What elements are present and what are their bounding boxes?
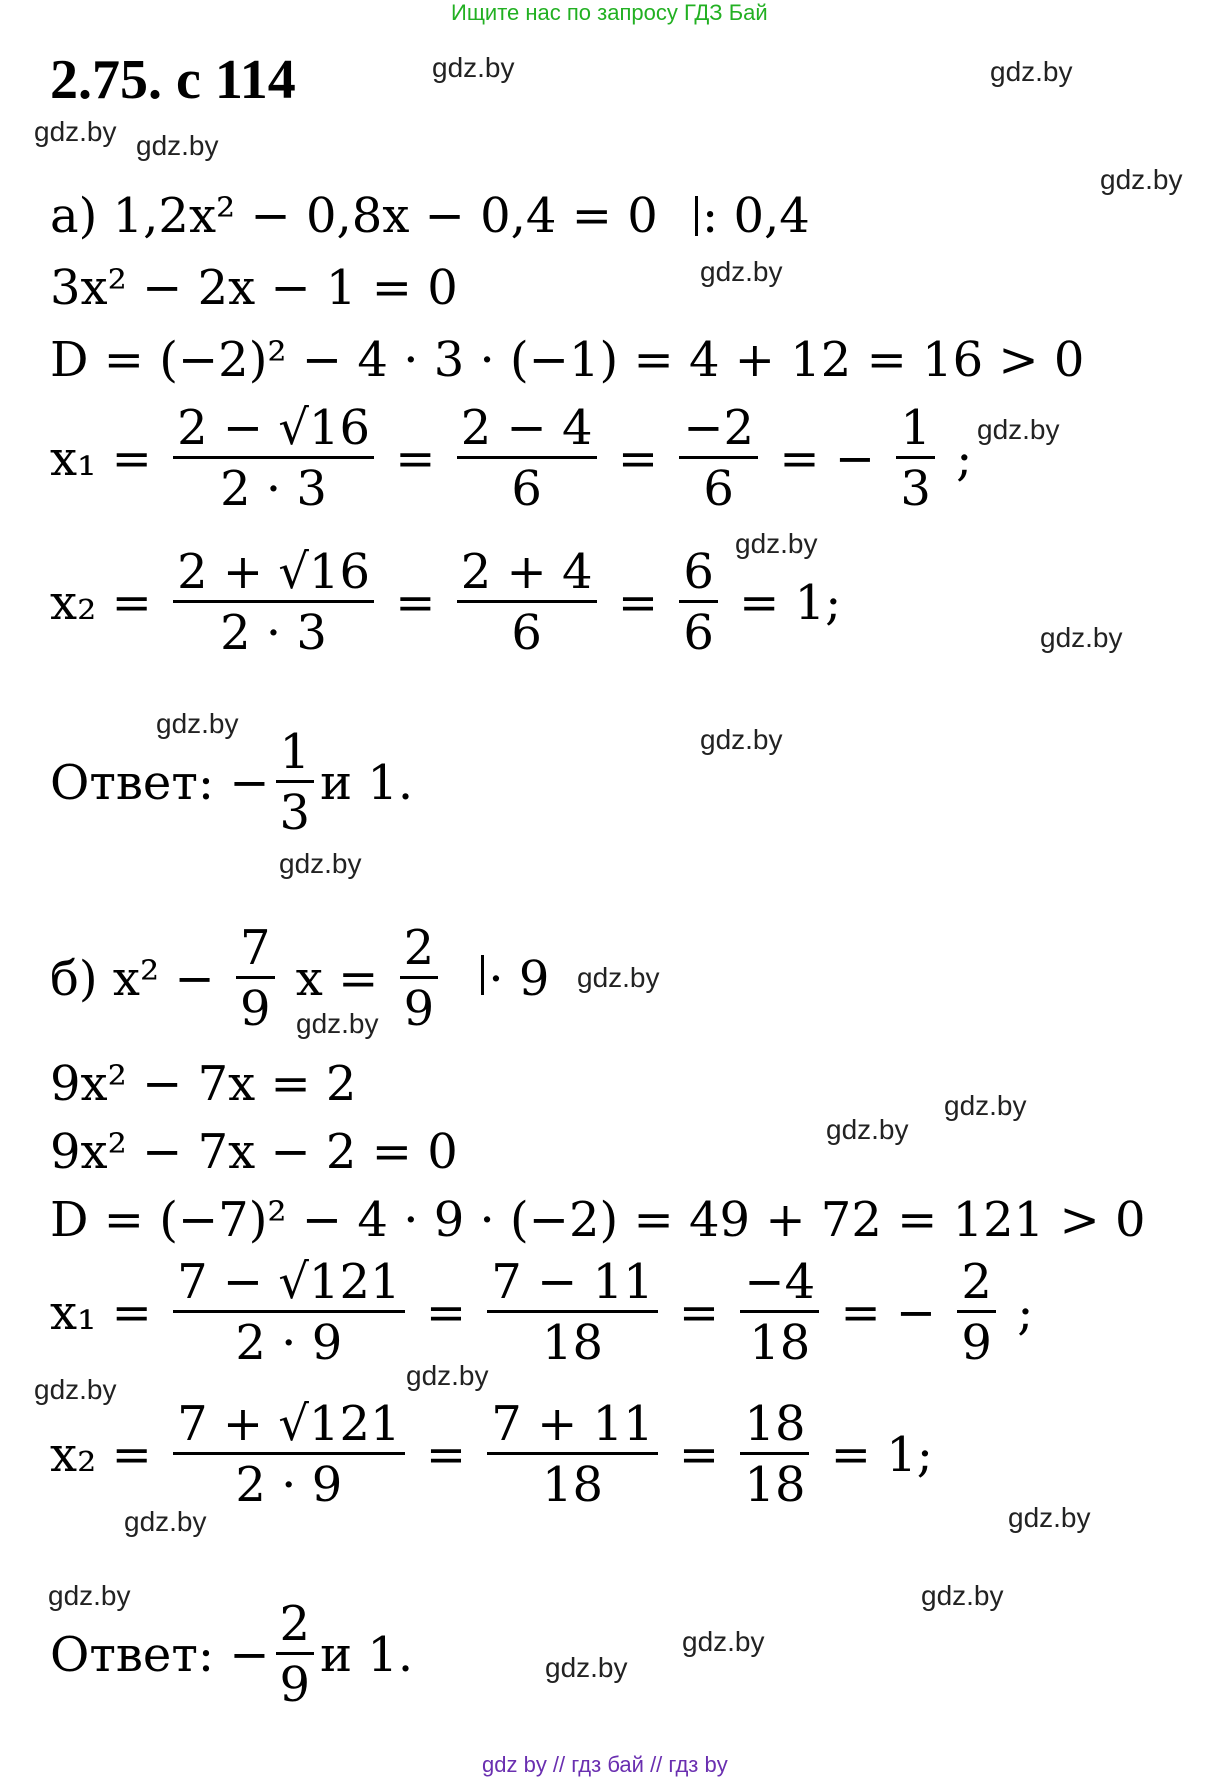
- fraction: $\frac{2 + √16}{2 \cdot 3}$: [173, 548, 374, 657]
- watermark: gdz.by: [977, 414, 1060, 445]
- fraction: $\frac{7 - 11}{18}$: [487, 1258, 657, 1367]
- watermark: gdz.by: [296, 1008, 379, 1039]
- watermark: gdz.by: [735, 528, 818, 559]
- watermark: gdz.by: [124, 1506, 207, 1537]
- fraction: $\frac{2}{9}$: [400, 924, 439, 1033]
- part-b-answer: Ответ: − $\frac{2}{9}$ и 1.: [50, 1596, 414, 1713]
- fraction: $\frac{1}{3}$: [276, 728, 315, 837]
- watermark: gdz.by: [1100, 164, 1183, 195]
- watermark: gdz.by: [826, 1114, 909, 1145]
- part-b-line-1: б) x² − $\frac{7}{9}$ x = $\frac{2}{9}$ · 9: [50, 920, 550, 1037]
- watermark: gdz.by: [136, 130, 219, 161]
- watermark: gdz.by: [279, 848, 362, 879]
- watermark: gdz.by: [682, 1626, 765, 1657]
- part-b-x2: x₂ = $\frac{7 + √121}{2 \cdot 9}$ = $\frac{7 + 11}{18}$ = $\frac{18}{18}$ = 1;: [50, 1396, 933, 1513]
- part-a-line-1: [50, 188, 810, 244]
- watermark: gdz.by: [990, 56, 1073, 87]
- part-a-answer: Ответ: − $\frac{1}{3}$ и 1.: [50, 724, 414, 841]
- part-a-discriminant: D = (−2)² − 4 · 3 · (−1) = 4 + 12 = 16 > 0: [50, 332, 1085, 388]
- fraction: $\frac{7 - √121}{2 \cdot 9}$: [173, 1258, 404, 1367]
- watermark: gdz.by: [34, 116, 117, 147]
- watermark: gdz.by: [577, 962, 660, 993]
- watermark: gdz.by: [432, 52, 515, 83]
- watermark: gdz.by: [48, 1580, 131, 1611]
- fraction: $\frac{1}{3}$: [896, 404, 935, 513]
- watermark: gdz.by: [406, 1360, 489, 1391]
- divider-bar: [481, 955, 484, 995]
- x2-lhs: x₂ =: [50, 574, 152, 631]
- divider-bar: [695, 196, 698, 236]
- fraction: $\frac{7 + √121}{2 \cdot 9}$: [173, 1400, 404, 1509]
- part-b-discriminant: D = (−7)² − 4 · 9 · (−2) = 49 + 72 = 121 > 0: [50, 1192, 1146, 1248]
- watermark: gdz.by: [700, 256, 783, 287]
- fraction: $\frac{-4}{18}$: [740, 1258, 819, 1367]
- fraction: $\frac{6}{6}$: [679, 548, 718, 657]
- search-banner: Ищите нас по запросу ГДЗ Бай: [451, 0, 768, 25]
- divisor: : 0,4: [702, 188, 810, 244]
- fraction: $\frac{2 + 4}{6}$: [457, 548, 597, 657]
- part-b-label: б): [50, 950, 98, 1007]
- fraction: $\frac{7}{9}$: [236, 924, 275, 1033]
- watermark: gdz.by: [545, 1652, 628, 1683]
- part-a-label: а): [50, 188, 98, 244]
- problem-title: 2.75. с 114: [50, 49, 296, 111]
- fraction: $\frac{18}{18}$: [740, 1400, 809, 1509]
- fraction: $\frac{2 - √16}{2 \cdot 3}$: [173, 404, 374, 513]
- fraction: $\frac{2 - 4}{6}$: [457, 404, 597, 513]
- part-a-x2: x₂ = $\frac{2 + √16}{2 \cdot 3}$ = $\frac{2 + 4}{6}$ = $\frac{6}{6}$ = 1;: [50, 544, 842, 661]
- fraction: $\frac{2}{9}$: [957, 1258, 996, 1367]
- fraction: $\frac{-2}{6}$: [679, 404, 758, 513]
- part-b-x1: x₁ = $\frac{7 - √121}{2 \cdot 9}$ = $\frac{7 - 11}{18}$ = $\frac{-4}{18}$ = − $\frac{2}{9}$ ;: [50, 1254, 1034, 1371]
- watermark: gdz.by: [34, 1374, 117, 1405]
- watermark: gdz.by: [156, 708, 239, 739]
- part-a-x1: x₁ = $\frac{2 - √16}{2 \cdot 3}$ = $\frac{2 - 4}{6}$ = $\frac{-2}{6}$ = − $\frac{1}{3}$ ;: [50, 400, 973, 517]
- watermark: gdz.by: [921, 1580, 1004, 1611]
- part-a-line-2: 3x² − 2x − 1 = 0: [50, 260, 458, 316]
- watermark: gdz.by: [1008, 1502, 1091, 1533]
- watermark: gdz.by: [1040, 622, 1123, 653]
- part-b-line-3: 9x² − 7x − 2 = 0: [50, 1124, 458, 1180]
- footer-links: gdz by // гдз бай // гдз by: [482, 1752, 728, 1777]
- watermark: gdz.by: [700, 724, 783, 755]
- x1-lhs: x₁ =: [50, 430, 152, 487]
- fraction: $\frac{7 + 11}{18}$: [487, 1400, 657, 1509]
- part-b-line-2: 9x² − 7x = 2: [50, 1056, 357, 1112]
- equation: 1,2x² − 0,8x − 0,4 = 0: [112, 188, 658, 244]
- watermark: gdz.by: [944, 1090, 1027, 1121]
- fraction: $\frac{2}{9}$: [276, 1600, 315, 1709]
